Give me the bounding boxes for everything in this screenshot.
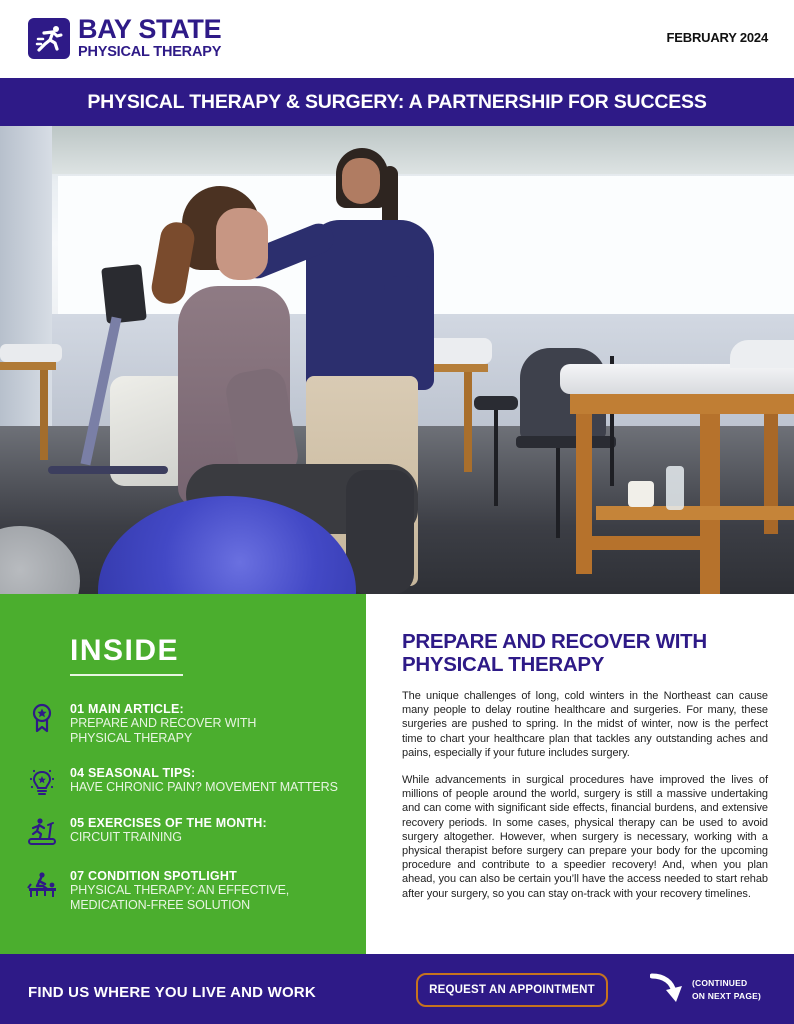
inside-item-condition-spotlight[interactable]	[26, 869, 356, 912]
inside-item-subtitle: PREPARE AND RECOVER WITH	[70, 716, 257, 730]
inside-item-subtitle: CIRCUIT TRAINING	[70, 830, 182, 844]
footer-tagline[interactable]: FIND US WHERE YOU LIVE AND WORK	[28, 984, 316, 1001]
issue-date: FEBRUARY 2024	[666, 30, 768, 45]
article-paragraph: While advancements in surgical procedures have improved the lives of millions of people around the world, surgery is still a massive undertaking and can come with significant side effects, financial burdens, and extensive recovery periods. In some cases, physical therapy can be used to avoid surgery altogether. However, when surgery is necessary, working with a physical therapist before surgery can prepare your body for the upcoming procedure and contribute to a speedier recovery! And, when you plan ahead, you can also be certain you’ll have the access needed to start rehab after your surgery, so you can stay on-track with your recovery timelines.	[402, 774, 768, 900]
running-person-icon	[28, 18, 70, 59]
continued-line: (CONTINUED	[692, 978, 748, 988]
treadmill-runner-icon	[26, 816, 58, 848]
article-title-line: PREPARE AND RECOVER WITH	[402, 630, 707, 653]
page-title: PHYSICAL THERAPY & SURGERY: A PARTNERSHIP FOR SUCCESS	[87, 90, 707, 113]
brand-name: BAY STATE	[78, 14, 222, 44]
award-ribbon-icon	[26, 702, 58, 734]
inside-item-subtitle: MEDICATION-FREE SOLUTION	[70, 897, 251, 912]
inside-item-seasonal-tips[interactable]	[26, 766, 356, 798]
continued-note	[692, 977, 761, 1003]
inside-panel	[0, 594, 366, 954]
request-appointment-button[interactable]: REQUEST AN APPOINTMENT	[416, 973, 608, 1007]
continued-line: ON NEXT PAGE)	[692, 991, 762, 1001]
article-paragraph: The unique challenges of long, cold winters in the Northeast can cause many people to delay routine healthcare and surgeries. For many, these surgeries are pushed to spring. In the midst of winter, now is the perfect time to chart your healthcare plan that tackles any outstanding aches and pains, especially if your future includes surgery.	[402, 690, 768, 759]
inside-title: INSIDE	[70, 634, 180, 667]
inside-item-exercises[interactable]	[26, 816, 356, 848]
inside-item-subtitle: HAVE CHRONIC PAIN? MOVEMENT MATTERS	[70, 780, 338, 794]
brand-logo[interactable]	[28, 16, 221, 61]
inside-divider	[70, 674, 183, 676]
inside-item-heading: 01 MAIN ARTICLE:	[70, 702, 184, 716]
inside-item-heading: 05 EXERCISES OF THE MONTH:	[70, 816, 267, 830]
page-header	[0, 0, 794, 78]
inside-item-heading: 04 SEASONAL TIPS:	[70, 766, 196, 780]
main-article	[402, 630, 768, 901]
brand-subtitle: PHYSICAL THERAPY	[78, 44, 222, 60]
article-title	[402, 630, 768, 676]
lightbulb-icon	[26, 766, 58, 798]
article-title-line: PHYSICAL THERAPY	[402, 653, 605, 676]
title-banner	[0, 78, 794, 126]
curved-arrow-icon	[650, 972, 684, 1009]
massage-table-icon	[26, 869, 58, 901]
hero-photo	[0, 126, 794, 594]
inside-item-main-article[interactable]	[26, 702, 356, 745]
inside-item-heading: 07 CONDITION SPOTLIGHT	[70, 869, 237, 883]
inside-item-subtitle: PHYSICAL THERAPY	[70, 730, 193, 745]
inside-item-subtitle: PHYSICAL THERAPY: AN EFFECTIVE,	[70, 883, 290, 897]
